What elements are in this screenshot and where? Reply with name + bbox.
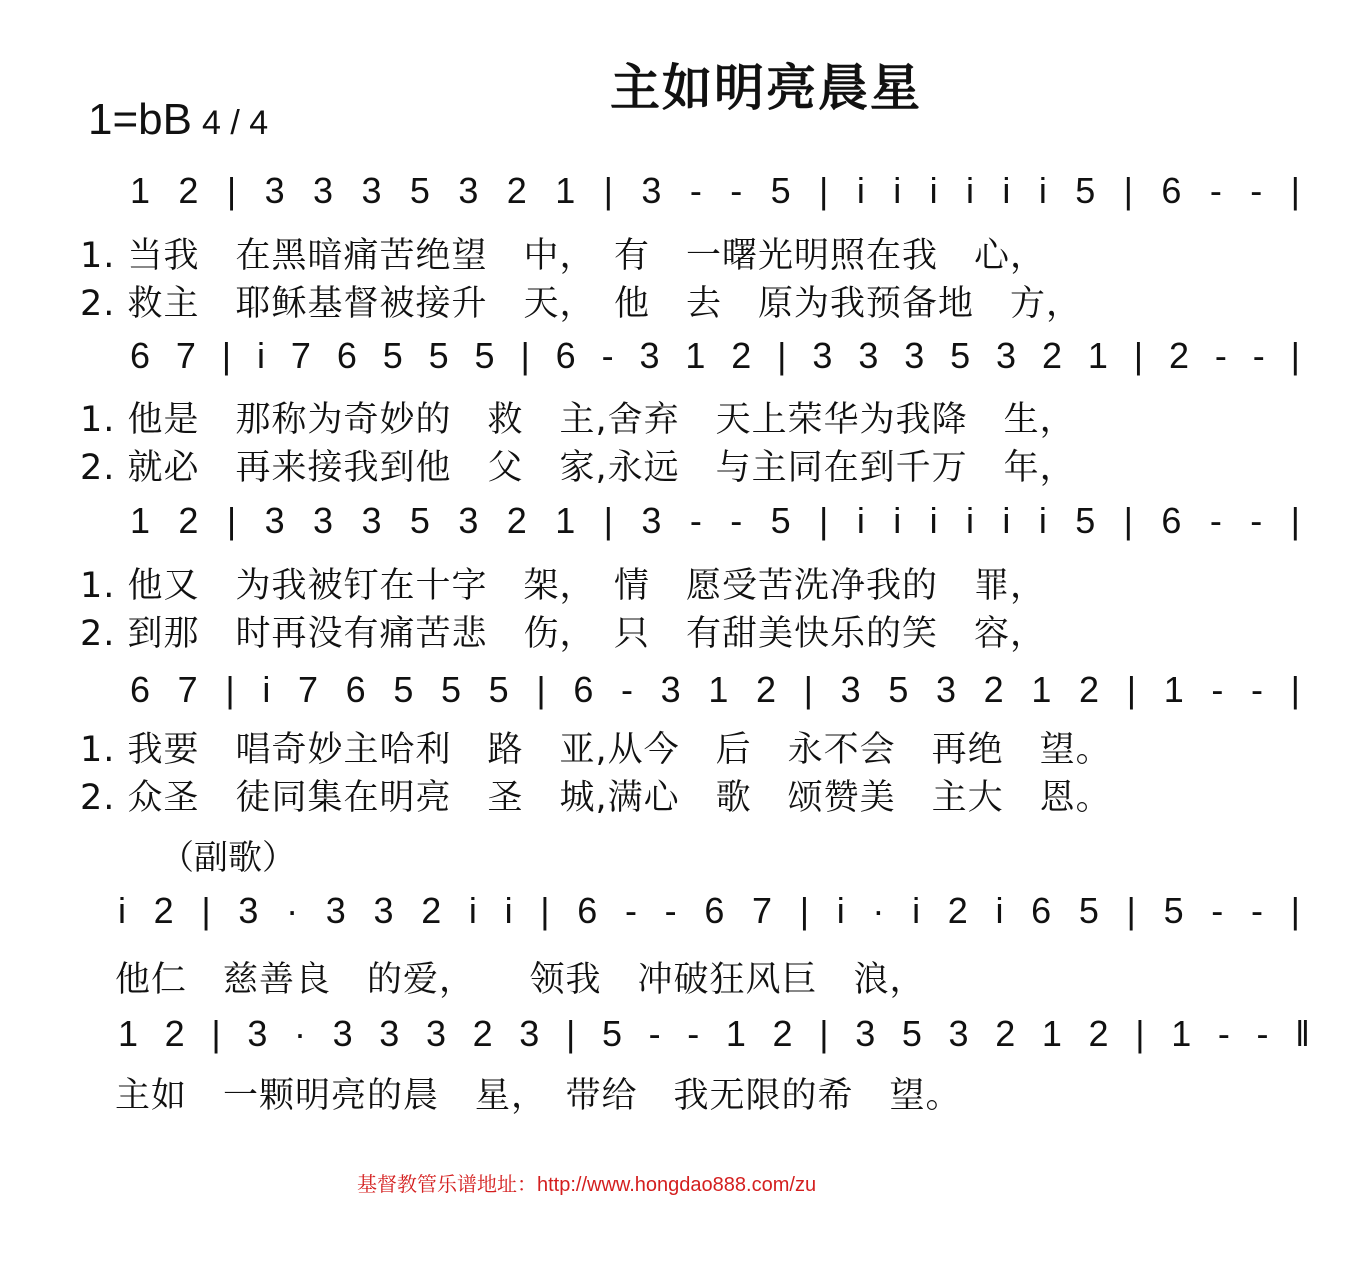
notation-text-3: 1 2 | 3 3 3 5 3 2 1 | 3 - - 5 | i i i i i i 5 | 6 - - |: [130, 500, 1301, 541]
notation-svg-1: [0, 165, 1360, 225]
time-signature: 4 / 4: [201, 104, 269, 142]
lyric-line-2-1: 1. 他是 那称为奇妙的 救 主,舍弃 天上荣华为我降 生，: [80, 400, 1076, 440]
lyric-line-2-2: 2. 就必 再来接我到他 父 家,永远 与主同在到千万 年，: [80, 448, 1076, 488]
notation-row-4: [0, 664, 1360, 724]
lyric-line-3-1: 1. 他又 为我被钉在十字 架， 情 愿受苦洗净我的 罪，: [80, 566, 1047, 606]
chorus-notation-text-2: 1 2 | 3 · 3 3 3 2 3 | 5 - - 1 2 | 3 5 3 2 1 2 | 1 - - ‖: [118, 1013, 1311, 1054]
lyric-line-1-1: 1. 当我 在黑暗痛苦绝望 中， 有 一曙光明照在我 心，: [80, 236, 1047, 276]
notation-row-3: [0, 495, 1360, 555]
notation-text-2: 6 7 | i 7 6 5 5 5 | 6 - 3 1 2 | 3 3 3 5 3 2 1 | 2 - - |: [130, 335, 1301, 376]
notation-row-2: [0, 330, 1360, 390]
notation-row-1: [0, 165, 1360, 225]
chorus-notation-svg-1: [0, 885, 1360, 945]
notation-svg-4: [0, 664, 1360, 724]
chorus-notation-text-1: i 2 | 3 · 3 3 2 i i | 6 - - 6 7 | i · i 2 i 6 5 | 5 - - |: [118, 890, 1300, 931]
chorus-lyric-line-1: 他仁 慈善良 的爱， 领我 冲破狂风巨 浪，: [115, 960, 926, 1000]
chorus-notation-row-2: [0, 1008, 1360, 1068]
lyric-line-4-1: 1. 我要 唱奇妙主哈利 路 亚,从今 后 永不会 再绝 望。: [80, 730, 1112, 770]
notation-text-4: 6 7 | i 7 6 5 5 5 | 6 - 3 1 2 | 3 5 3 2 1 2 | 1 - - |: [130, 669, 1300, 710]
chorus-notation-row-1: [0, 885, 1360, 945]
lyric-line-4-2: 2. 众圣 徒同集在明亮 圣 城,满心 歌 颂赞美 主大 恩。: [80, 778, 1112, 818]
chorus-notation-svg-2: [0, 1008, 1360, 1068]
chorus-lyric-line-2: 主如 一颗明亮的晨 星， 带给 我无限的希 望。: [115, 1076, 962, 1116]
source-footer: 基督教管乐谱地址：http://www.hongdao888.com/zu: [357, 1174, 817, 1196]
notation-svg-2: [0, 330, 1360, 390]
song-title: 主如明亮晨星: [610, 59, 922, 117]
notation-text-1: 1 2 | 3 3 3 5 3 2 1 | 3 - - 5 | i i i i i i 5 | 6 - - |: [130, 170, 1301, 211]
notation-svg-3: [0, 495, 1360, 555]
chorus-label: （副歌）: [160, 838, 296, 878]
lyric-line-3-2: 2. 到那 时再没有痛苦悲 伤， 只 有甜美快乐的笑 容，: [80, 614, 1047, 654]
key-signature: [88, 95, 268, 145]
key-text: 1=bB: [88, 95, 192, 144]
lyric-line-1-2: 2. 救主 耶稣基督被接升 天， 他 去 原为我预备地 方，: [80, 284, 1083, 324]
